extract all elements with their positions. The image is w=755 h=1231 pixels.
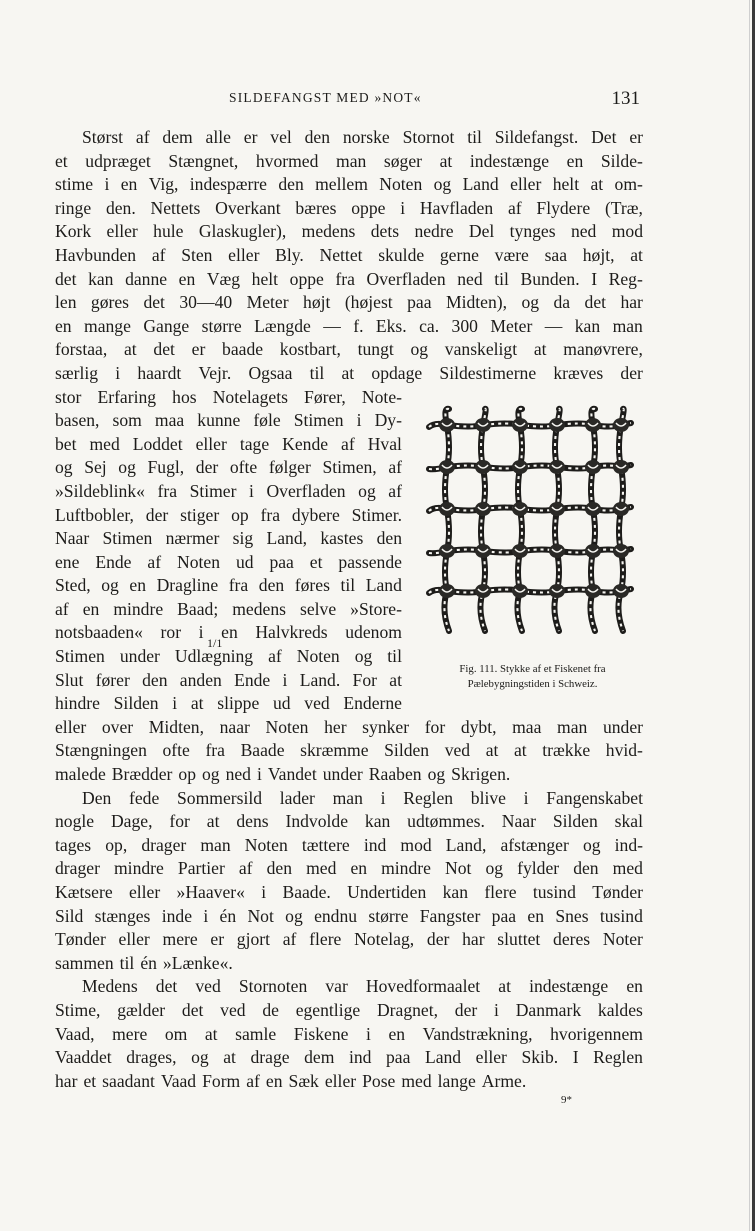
text-line: Slut fører den anden Ende i Land. For at [55,669,402,690]
text-line: Havbunden af Sten eller Bly. Nettet skulde gerne være saa højt, at [55,244,643,265]
figure-mark: 1/1 [207,636,223,650]
net-knot [475,584,491,598]
text-line: særlig i haardt Vejr. Ogsaa til at opdage Sildestimerne kræves der [55,362,643,383]
net-knot [549,502,565,516]
page-header [55,88,640,110]
fishing-net-illustration [425,405,635,635]
text-line: Kætsere eller »Haaver« i Baade. Undertiden kan flere tusind Tønder [55,882,643,902]
net-knot [549,460,565,474]
text-line: det kan danne en Væg helt oppe fra Overfladen ned til Bunden. I Reg- [55,268,643,289]
text-line: forstaa, at det er baade kostbart, tungt og vanskeligt at manøvrere, [55,339,643,360]
net-knot [549,584,565,598]
net-knot [475,502,491,516]
text-line: Den fede Sommersild lader man i Reglen blive i Fangenskabet [82,787,643,808]
text-line: Stængningen ofte fra Baade skræmme Silden ved at at trække hvid- [55,740,643,761]
text-line: Størst af dem alle er vel den norske Stornot til Sildefangst. Det er [82,127,643,147]
text-line: Stimen under Udlægning af Noten og til [55,646,402,667]
caption-line-2: Pælebygningstiden i Schweiz. [467,678,598,690]
net-knot [613,418,629,432]
text-line: stor Erfaring hos Notelagets Fører, Note- [55,386,402,407]
net-knot [439,418,455,432]
text-line: et udpræget Stængnet, hvormed man søger at indestænge en Silde- [55,150,643,171]
net-knot [475,460,491,474]
net-knot [585,418,601,432]
net-knot [439,460,455,474]
net-knot [549,544,565,558]
text-line: notsbaaden« ror i en Halvkreds udenom [55,622,402,643]
figure-caption [420,662,645,692]
text-line: af en mindre Baad; medens selve »Store- [55,598,402,619]
net-knot [613,584,629,598]
page-number: 131 [611,88,640,109]
text-line: tages op, drager man Noten tættere ind mod Land, afstænger og ind- [55,834,643,855]
net-knot [613,544,629,558]
figure-fishing-net [420,405,645,635]
text-line: Medens det ved Stornoten var Hovedformaalet at indestænge en [82,976,643,997]
text-line: stime i en Vig, indespærre den mellem Noten og Land eller helt at om- [55,174,643,195]
text-line: Vaad, mere om at samle Fiskene i en Vandstrækning, hvorigennem [55,1023,643,1044]
running-title: SILDEFANGST MED »NOT« [229,90,422,105]
text-line: nogle Dage, for at dens Indvolde kan udtømmes. Naar Silden skal [55,811,643,832]
net-knot [512,584,528,598]
text-line: har et saadant Vaad Form af en Sæk eller Pose med lange Arme. [55,1070,527,1091]
page-edge-shadow [749,0,750,1231]
text-line: »Sildeblink« fra Stimer i Overfladen og af [55,480,402,501]
net-knot [549,418,565,432]
text-line: ene Ende af Noten ud paa et passende [55,551,402,572]
net-knot [585,544,601,558]
text-line: eller over Midten, naar Noten her synker for dybt, maa man under [55,716,643,737]
net-knot [512,460,528,474]
text-line: bet med Loddet eller tage Kende af Hval [55,433,402,454]
net-knot [439,502,455,516]
net-knot [439,544,455,558]
text-line: hindre Silden i at slippe ud ved Enderne [55,693,402,714]
text-line: drager mindre Partier af den med en mindre Not og fylder den med [55,858,643,879]
net-knot [512,418,528,432]
net-knot [585,502,601,516]
text-line: Naar Stimen nærmer sig Land, kastes den [55,528,402,549]
net-knot [475,544,491,558]
text-line: ringe den. Nettets Overkant bæres oppe i Havfladen af Flydere (Træ, [55,197,643,218]
net-knot [613,502,629,516]
net-knot [585,584,601,598]
net-knot [512,544,528,558]
net-knot [512,502,528,516]
text-line: Luftbobler, der stiger op fra dybere Stimer. [55,504,402,525]
text-line: Stime, gælder det ved de egentlige Dragnet, der i Danmark kaldes [55,999,643,1020]
text-line: og Sej og Fugl, der ofte følger Stimen, af [55,457,402,478]
caption-line-1: Fig. 111. Stykke af et Fiskenet fra [459,663,606,675]
net-knot [613,460,629,474]
signature-mark: 9* [561,1094,572,1106]
text-line: basen, som maa kunne føle Stimen i Dy- [55,410,402,431]
text-line: Sted, og en Dragline fra den føres til Land [55,575,402,596]
text-line: len gøres det 30—40 Meter højt (højest paa Midten), og da det har [55,292,643,313]
text-line: sammen til én »Lænke«. [55,952,233,973]
text-line: Sild stænges inde i én Not og endnu større Fangster paa en Snes tusind [55,905,643,926]
text-line: malede Brædder op og ned i Vandet under Raaben og Skrigen. [55,764,511,785]
net-knot [475,418,491,432]
net-knot [439,584,455,598]
text-line: Vaaddet drages, og at drage dem ind paa Land eller Skib. I Reglen [55,1047,643,1068]
text-line: en mange Gange større Længde — f. Eks. ca. 300 Meter — kan man [55,315,643,336]
text-line: Kork eller hule Glaskugler), medens dets nedre Del tynges ned mod [55,221,643,242]
net-knot [585,460,601,474]
text-line: Tønder eller mere er gjort af flere Notelag, der har sluttet deres Noter [55,929,643,950]
